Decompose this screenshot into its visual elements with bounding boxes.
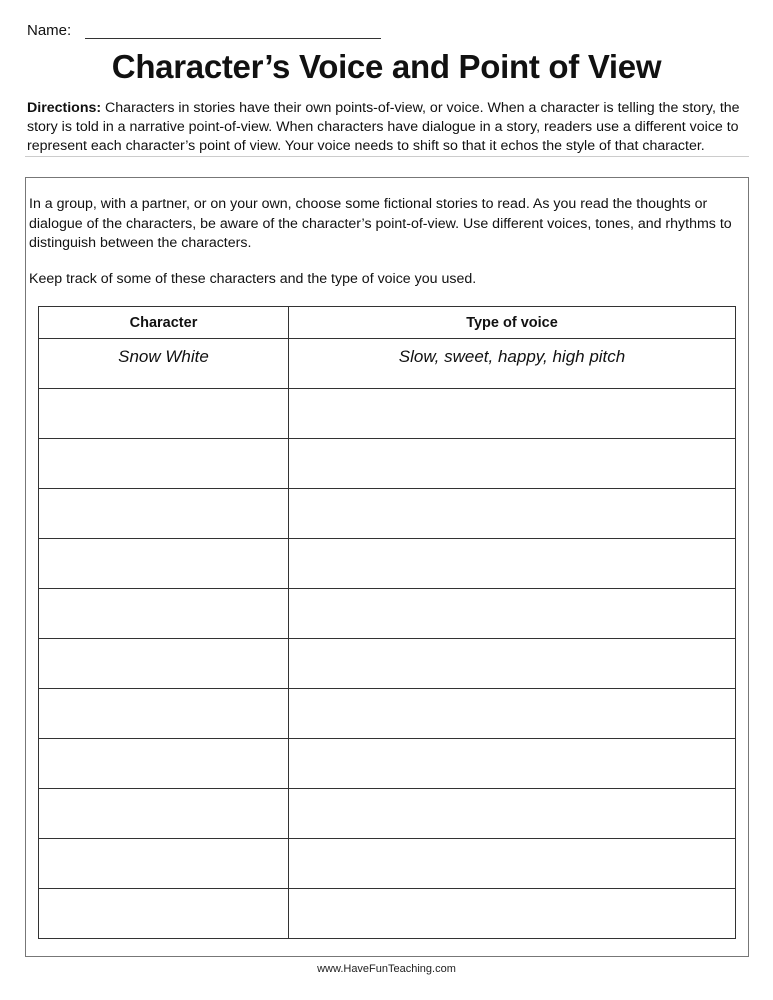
voice-cell[interactable]	[289, 489, 736, 539]
name-field-row	[27, 22, 381, 39]
character-cell[interactable]	[39, 439, 289, 489]
table-row	[39, 889, 736, 939]
table-row	[39, 689, 736, 739]
voice-cell[interactable]	[289, 789, 736, 839]
character-cell[interactable]	[39, 539, 289, 589]
tracking-paragraph: Keep track of some of these characters and the type of voice you used.	[29, 271, 477, 287]
table-row	[39, 589, 736, 639]
voice-cell[interactable]	[289, 439, 736, 489]
header-character: Character	[39, 307, 289, 339]
footer-url: www.HaveFunTeaching.com	[317, 963, 456, 975]
table-row	[39, 789, 736, 839]
character-cell[interactable]	[39, 839, 289, 889]
voice-cell[interactable]	[289, 889, 736, 939]
character-cell[interactable]	[39, 389, 289, 439]
example-voice: Slow, sweet, happy, high pitch	[289, 339, 736, 389]
name-label: Name:	[27, 22, 72, 39]
character-cell[interactable]	[39, 589, 289, 639]
character-cell[interactable]	[39, 639, 289, 689]
character-cell[interactable]	[39, 689, 289, 739]
table-header-row	[39, 307, 736, 339]
table-row	[39, 439, 736, 489]
directions-label: Directions:	[27, 100, 102, 116]
voice-cell[interactable]	[289, 689, 736, 739]
name-line[interactable]	[85, 24, 381, 39]
character-cell[interactable]	[39, 489, 289, 539]
voice-cell[interactable]	[289, 539, 736, 589]
directions-divider	[25, 156, 749, 157]
table-row	[39, 739, 736, 789]
voice-cell[interactable]	[289, 739, 736, 789]
table-row-example	[39, 339, 736, 389]
voice-cell[interactable]	[289, 839, 736, 889]
example-character: Snow White	[39, 339, 289, 389]
header-type-of-voice: Type of voice	[289, 307, 736, 339]
table-row	[39, 839, 736, 889]
instructions-paragraph: In a group, with a partner, or on your own, choose some fictional stories to read. As you read the thoughts or dialogue of the characters, be aware of the character’s point-of-view. Use different voices, tones, and rhythms to distinguish between the characters.	[29, 196, 732, 251]
voice-table	[38, 306, 736, 939]
directions-text: Characters in stories have their own points-of-view, or voice. When a character is telling the story, the story is told in a narrative point-of-view. When characters have dialogue in a story, readers use a different voice to represent each character’s point of view. Your voice needs to shift so that it echos the style of that character.	[27, 100, 740, 154]
page-title: Character’s Voice and Point of View	[111, 48, 662, 85]
table-row	[39, 539, 736, 589]
table-row	[39, 489, 736, 539]
table-row	[39, 639, 736, 689]
voice-cell[interactable]	[289, 639, 736, 689]
character-cell[interactable]	[39, 889, 289, 939]
activity-box	[25, 177, 749, 957]
voice-cell[interactable]	[289, 589, 736, 639]
table-row	[39, 389, 736, 439]
voice-cell[interactable]	[289, 389, 736, 439]
character-cell[interactable]	[39, 739, 289, 789]
character-cell[interactable]	[39, 789, 289, 839]
directions	[27, 99, 749, 156]
